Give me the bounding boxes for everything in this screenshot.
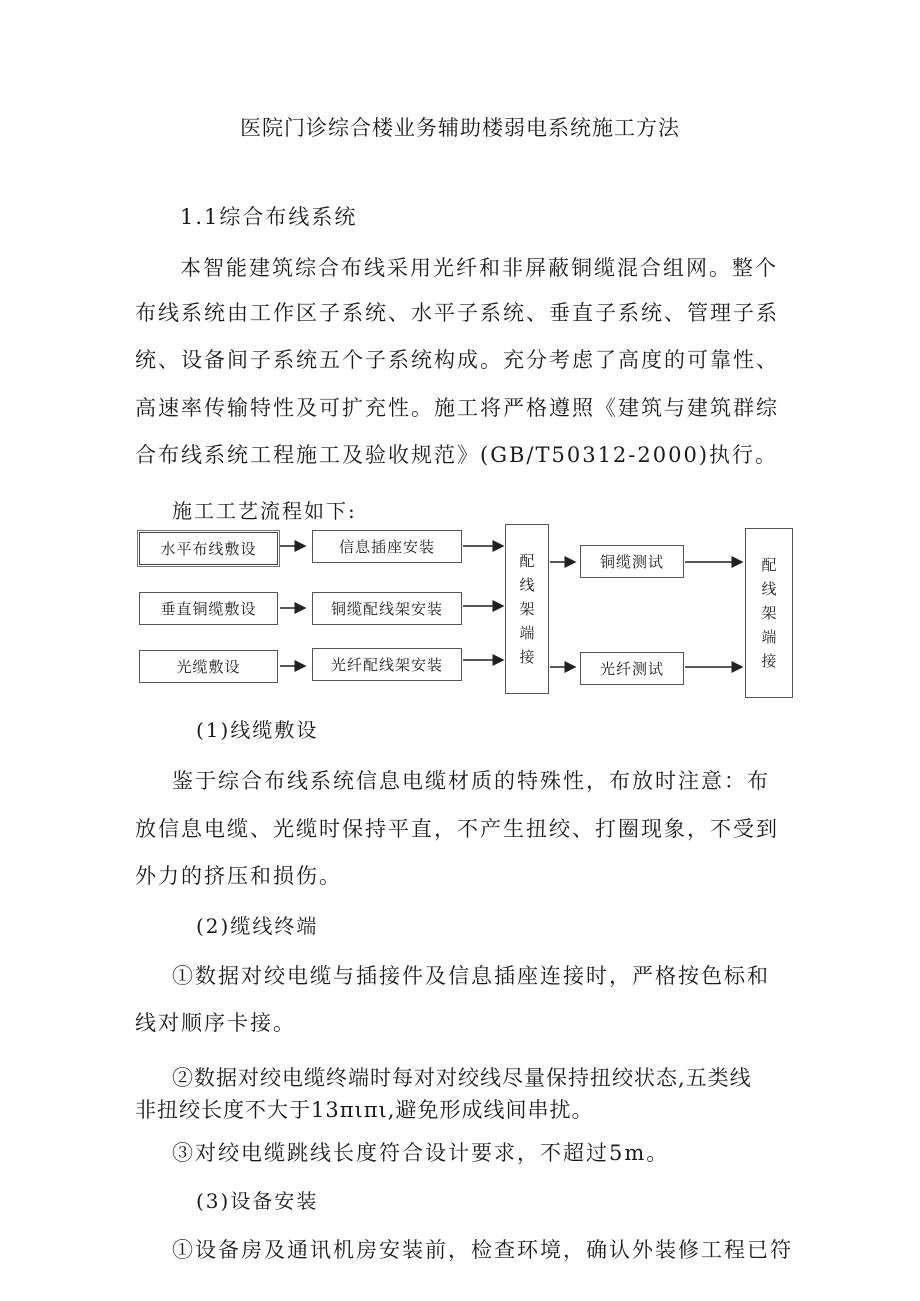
item2-p1-line: 线对顺序卡接。 xyxy=(135,1011,296,1035)
item1-line: 放信息电缆、光缆时保持平直，不产生扭绞、打圈现象，不受到 xyxy=(135,817,779,841)
flow-box-outlet-install: 信息插座安装 xyxy=(312,530,462,563)
intro-line: 合布线系统工程施工及验收规范》(GB/T50312-2000)执行。 xyxy=(135,443,779,467)
item3-heading: (3)设备安装 xyxy=(196,1189,319,1213)
flow-box-fiber-cabling: 光缆敷设 xyxy=(139,650,278,683)
vertical-char: 端 xyxy=(519,624,535,642)
vertical-char: 接 xyxy=(761,652,777,670)
intro-line: 统、设备间子系统五个子系统构成。充分考虑了高度的可靠性、 xyxy=(135,348,779,372)
item2-p2-line: 非扭绞长度不大于13πιπι,避免形成线间串扰。 xyxy=(135,1098,594,1122)
item2-p1-line: ①数据对绞电缆与插接件及信息插座连接时，严格按色标和 xyxy=(172,964,770,988)
vertical-char: 配 xyxy=(761,556,777,574)
intro-line: 高速率传输特性及可扩充性。施工将严格遵照《建筑与建筑群综 xyxy=(135,396,779,420)
flow-box-patch-termination xyxy=(505,524,549,694)
flow-intro: 施工工艺流程如下: xyxy=(172,499,357,523)
flow-box-fiber-patch-install: 光纤配线架安装 xyxy=(312,648,462,681)
item2-heading: (2)缆线终端 xyxy=(196,914,319,938)
vertical-char: 配 xyxy=(519,552,535,570)
vertical-char: 架 xyxy=(519,600,535,618)
vertical-char: 线 xyxy=(519,576,535,594)
section-heading: 1.1综合布线系统 xyxy=(180,205,358,229)
vertical-char: 接 xyxy=(519,648,535,666)
intro-line: 本智能建筑综合布线采用光纤和非屏蔽铜缆混合组网。整个 xyxy=(180,256,778,280)
flow-box-horizontal-cabling: 水平布线敷设 xyxy=(139,532,278,565)
page-title: 医院门诊综合楼业务辅助楼弱电系统施工方法 xyxy=(240,116,680,140)
item1-line: 外力的挤压和损伤。 xyxy=(135,864,342,888)
item3-p1-line: ①设备房及通讯机房安装前，检查环境，确认外装修工程已符 xyxy=(172,1238,793,1262)
flow-box-fiber-test: 光纤测试 xyxy=(580,652,684,685)
item1-line: 鉴于综合布线系统信息电缆材质的特殊性，布放时注意：布 xyxy=(172,769,770,793)
flow-box-vertical-copper: 垂直铜缆敷设 xyxy=(139,592,278,625)
vertical-char: 端 xyxy=(761,628,777,646)
flow-box-copper-patch-install: 铜缆配线架安装 xyxy=(312,592,462,625)
flow-box-final-termination xyxy=(745,528,793,698)
item2-p2-line: ②数据对绞电缆终端时每对对绞线尽量保持扭绞状态,五类线 xyxy=(172,1066,752,1090)
item1-heading: (1)线缆敷设 xyxy=(196,718,319,742)
vertical-char: 架 xyxy=(761,604,777,622)
vertical-char: 线 xyxy=(761,580,777,598)
item2-p3-line: ③对绞电缆跳线长度符合设计要求，不超过5m。 xyxy=(172,1141,670,1165)
flow-box-copper-test: 铜缆测试 xyxy=(580,545,684,578)
intro-line: 布线系统由工作区子系统、水平子系统、垂直子系统、管理子系 xyxy=(135,301,779,325)
